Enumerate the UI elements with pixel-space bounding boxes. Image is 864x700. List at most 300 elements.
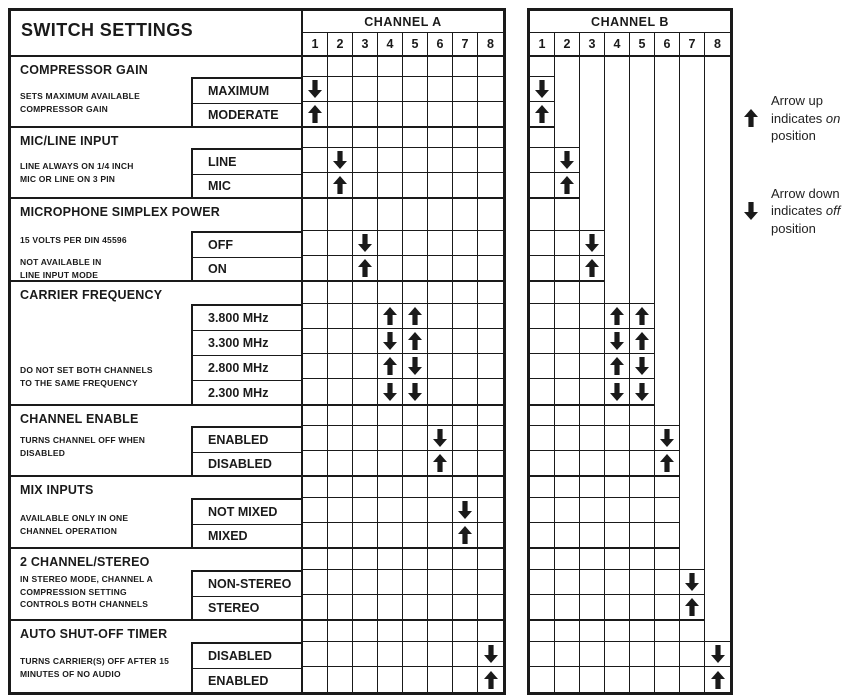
switch-row	[303, 595, 503, 621]
switch-cell	[555, 199, 580, 231]
switch-cell	[453, 102, 478, 128]
switch-cell	[630, 379, 655, 406]
arrow-up-icon	[660, 454, 674, 472]
section-note-line: AVAILABLE ONLY IN ONE	[20, 513, 129, 523]
switch-cell	[403, 477, 428, 498]
section-note-line: COMPRESSION SETTING	[20, 586, 127, 597]
switch-cell	[630, 354, 655, 379]
switch-cell	[655, 406, 680, 426]
switch-cell	[403, 231, 428, 256]
arrow-up-icon	[744, 109, 758, 127]
switch-cell	[605, 173, 630, 199]
switch-cell	[705, 621, 730, 642]
switch-cell	[655, 304, 680, 329]
arrow-down-icon	[484, 645, 498, 663]
switch-row	[303, 304, 503, 329]
switch-cell	[403, 595, 428, 621]
switch-cell	[378, 667, 403, 692]
switch-cell	[353, 498, 378, 523]
switch-cell	[453, 451, 478, 477]
switch-row	[530, 77, 730, 102]
spacer-row	[303, 477, 503, 498]
switch-cell	[403, 77, 428, 102]
switch-cell	[478, 256, 503, 282]
switch-cell	[705, 128, 730, 148]
switch-cell	[680, 354, 705, 379]
switch-cell	[478, 477, 503, 498]
switch-cell	[530, 57, 555, 77]
option-label-stereo: STEREO	[208, 601, 260, 615]
switch-cell	[530, 148, 555, 173]
switch-cell	[378, 426, 403, 451]
switch-cell	[530, 451, 555, 477]
switch-cell	[680, 570, 705, 595]
switch-cell	[705, 426, 730, 451]
arrow-up-icon	[383, 307, 397, 325]
switch-cell	[655, 451, 680, 477]
switch-cell	[428, 477, 453, 498]
spacer-row	[530, 549, 730, 570]
switch-cell	[453, 148, 478, 173]
switch-cell	[428, 354, 453, 379]
switch-cell	[605, 199, 630, 231]
switch-cell	[428, 256, 453, 282]
switch-cell	[353, 642, 378, 667]
switch-cell	[655, 231, 680, 256]
switch-cell	[403, 523, 428, 549]
switch-cell	[680, 379, 705, 406]
switch-cell	[378, 477, 403, 498]
switch-cell	[378, 406, 403, 426]
switch-cell	[555, 282, 580, 304]
switch-row	[303, 379, 503, 406]
switch-cell	[378, 621, 403, 642]
switch-cell	[580, 642, 605, 667]
switch-cell	[605, 426, 630, 451]
switch-cell	[605, 148, 630, 173]
switch-cell	[680, 304, 705, 329]
switch-cell	[328, 595, 353, 621]
switch-cell	[353, 354, 378, 379]
switch-cell	[353, 426, 378, 451]
switch-cell	[605, 256, 630, 282]
switch-cell	[705, 173, 730, 199]
switch-cell	[328, 570, 353, 595]
switch-cell	[303, 379, 328, 406]
switch-cell	[680, 199, 705, 231]
switch-cell	[453, 57, 478, 77]
switch-cell	[453, 570, 478, 595]
switch-cell	[428, 148, 453, 173]
switch-cell	[530, 304, 555, 329]
channel-a-switch-numbers	[303, 33, 503, 57]
spacer-row	[303, 406, 503, 426]
switch-cell	[478, 498, 503, 523]
switch-cell	[555, 523, 580, 549]
switch-cell	[655, 570, 680, 595]
section-note-line: DO NOT SET BOTH CHANNELS	[20, 365, 153, 375]
switch-cell	[328, 549, 353, 570]
switch-cell	[478, 57, 503, 77]
settings-sections	[11, 57, 301, 692]
switch-cell	[605, 282, 630, 304]
switch-cell	[680, 231, 705, 256]
switch-cell	[655, 523, 680, 549]
option-label-on: ON	[208, 262, 227, 276]
switch-cell	[530, 621, 555, 642]
arrow-up-icon	[458, 526, 472, 544]
section-note	[20, 573, 153, 611]
switch-cell	[580, 304, 605, 329]
section-note-line: TURNS CHANNEL OFF WHEN	[20, 435, 146, 445]
switch-cell	[403, 282, 428, 304]
switch-cell	[403, 148, 428, 173]
switch-cell	[580, 128, 605, 148]
spacer-row	[530, 477, 730, 498]
switch-cell	[453, 498, 478, 523]
arrow-up-icon	[433, 454, 447, 472]
switch-cell	[580, 199, 605, 231]
switch-cell	[630, 570, 655, 595]
switch-cell	[680, 282, 705, 304]
switch-cell	[353, 173, 378, 199]
switch-cell	[378, 549, 403, 570]
switch-cell	[530, 329, 555, 354]
switch-cell	[478, 667, 503, 692]
switch-cell	[353, 379, 378, 406]
section-note-line: TO THE SAME FREQUENCY	[20, 377, 138, 388]
switch-cell	[328, 667, 353, 692]
switch-cell	[530, 256, 555, 282]
switch-cell	[303, 173, 328, 199]
spacer-row	[530, 199, 730, 231]
arrow-up-icon	[610, 307, 624, 325]
option-label-3-300-mhz: 3.300 MHz	[193, 331, 301, 356]
switch-cell	[580, 426, 605, 451]
legend-text-down: Arrow down indicates off position	[771, 185, 841, 236]
switch-cell	[303, 128, 328, 148]
section-note-line: CONTROLS BOTH CHANNELS	[20, 599, 149, 609]
switch-row	[303, 354, 503, 379]
section-title: 2 CHANNEL/STEREO	[20, 555, 150, 569]
switch-cell	[478, 451, 503, 477]
arrow-up-icon	[635, 307, 649, 325]
switch-cell	[328, 451, 353, 477]
switch-cell	[403, 304, 428, 329]
switch-cell	[705, 406, 730, 426]
switch-cell	[428, 426, 453, 451]
switch-cell	[630, 173, 655, 199]
switch-cell	[705, 199, 730, 231]
switch-cell	[353, 282, 378, 304]
switch-cell	[403, 329, 428, 354]
switch-cell	[353, 57, 378, 77]
switch-cell	[605, 231, 630, 256]
switch-row	[530, 498, 730, 523]
switch-cell	[303, 77, 328, 102]
switch-cell	[705, 329, 730, 354]
switch-cell	[555, 256, 580, 282]
option-label-box	[191, 77, 301, 126]
switch-cell	[428, 642, 453, 667]
switch-row	[530, 523, 730, 549]
section-note	[20, 364, 153, 389]
switch-cell	[605, 451, 630, 477]
channel-a-switch-grid	[303, 57, 503, 692]
switch-cell	[580, 231, 605, 256]
legend	[744, 92, 863, 237]
section-note	[20, 655, 169, 680]
switch-row	[530, 148, 730, 173]
switch-cell	[428, 231, 453, 256]
switch-cell	[403, 570, 428, 595]
switch-cell	[630, 451, 655, 477]
switch-cell	[530, 102, 555, 128]
arrow-down-icon	[711, 645, 725, 663]
switch-cell	[580, 570, 605, 595]
switch-cell	[630, 77, 655, 102]
switch-column-number: 4	[605, 33, 630, 55]
switch-cell	[605, 329, 630, 354]
arrow-down-icon	[433, 429, 447, 447]
switch-cell	[428, 57, 453, 77]
switch-cell	[555, 667, 580, 692]
arrow-down-icon	[458, 501, 472, 519]
section-note	[20, 512, 128, 537]
option-label-box	[191, 148, 301, 197]
switch-cell	[478, 329, 503, 354]
switch-cell	[680, 148, 705, 173]
switch-cell	[655, 379, 680, 406]
switch-cell	[630, 102, 655, 128]
settings-section	[11, 57, 301, 128]
switch-cell	[403, 354, 428, 379]
switch-cell	[303, 621, 328, 642]
switch-cell	[428, 406, 453, 426]
switch-cell	[580, 173, 605, 199]
switch-cell	[655, 549, 680, 570]
switch-column-number: 8	[714, 37, 721, 51]
switch-cell	[555, 498, 580, 523]
switch-cell	[453, 354, 478, 379]
spacer-row	[530, 282, 730, 304]
switch-cell	[680, 128, 705, 148]
switch-cell	[353, 77, 378, 102]
switch-cell	[555, 231, 580, 256]
switch-column-number: 4	[378, 33, 403, 55]
switch-cell	[630, 128, 655, 148]
option-label-disabled: DISABLED	[208, 457, 272, 471]
switch-cell	[353, 621, 378, 642]
option-label-3-800-mhz: 3.800 MHz	[193, 306, 301, 331]
switch-cell	[403, 173, 428, 199]
switch-cell	[453, 595, 478, 621]
switch-cell	[580, 477, 605, 498]
switch-cell	[453, 621, 478, 642]
switch-cell	[705, 354, 730, 379]
switch-cell	[328, 642, 353, 667]
switch-cell	[478, 304, 503, 329]
switch-cell	[655, 621, 680, 642]
switch-cell	[328, 379, 353, 406]
switch-cell	[353, 595, 378, 621]
switch-cell	[453, 549, 478, 570]
arrow-down-icon	[560, 151, 574, 169]
switch-cell	[680, 451, 705, 477]
switch-cell	[378, 354, 403, 379]
switch-cell	[328, 57, 353, 77]
switch-cell	[478, 231, 503, 256]
section-note-line: 15 VOLTS PER DIN 45596	[20, 235, 127, 245]
arrow-down-icon	[408, 383, 422, 401]
switch-row	[303, 102, 503, 128]
channel-b-grid	[530, 11, 730, 692]
switch-cell	[530, 549, 555, 570]
option-label-not-mixed: NOT MIXED	[193, 500, 301, 525]
switch-cell	[303, 595, 328, 621]
switch-cell	[555, 77, 580, 102]
switch-cell	[453, 426, 478, 451]
switch-cell	[555, 102, 580, 128]
switch-cell	[353, 102, 378, 128]
legend-item-arrow-up	[744, 92, 863, 145]
switch-cell	[705, 77, 730, 102]
switch-cell	[428, 77, 453, 102]
switch-cell	[478, 595, 503, 621]
switch-cell	[705, 57, 730, 77]
switch-cell	[605, 595, 630, 621]
arrow-up-icon	[308, 105, 322, 123]
arrow-down-icon	[585, 234, 599, 252]
settings-section	[11, 199, 301, 282]
switch-cell	[530, 379, 555, 406]
switch-cell	[303, 477, 328, 498]
switch-cell	[478, 102, 503, 128]
switch-cell	[630, 304, 655, 329]
switch-cell	[353, 477, 378, 498]
switch-row	[303, 570, 503, 595]
switch-cell	[403, 667, 428, 692]
switch-cell	[453, 304, 478, 329]
switch-cell	[328, 256, 353, 282]
switch-cell	[378, 570, 403, 595]
switch-cell	[605, 523, 630, 549]
switch-cell	[630, 477, 655, 498]
switch-cell	[555, 451, 580, 477]
switch-cell	[655, 354, 680, 379]
switch-cell	[580, 354, 605, 379]
channel-b-table	[527, 8, 733, 695]
switch-cell	[605, 304, 630, 329]
section-note	[20, 160, 134, 185]
arrow-down-icon	[744, 202, 758, 220]
switch-cell	[680, 77, 705, 102]
switch-row	[530, 256, 730, 282]
switch-column-number: 3	[353, 33, 378, 55]
switch-cell	[453, 523, 478, 549]
switch-row	[530, 329, 730, 354]
switch-cell	[630, 57, 655, 77]
switch-cell	[655, 77, 680, 102]
switch-cell	[705, 595, 730, 621]
switch-cell	[605, 667, 630, 692]
switch-cell	[428, 282, 453, 304]
switch-cell	[478, 621, 503, 642]
settings-section	[11, 549, 301, 621]
spacer-row	[530, 128, 730, 148]
switch-cell	[680, 102, 705, 128]
switch-cell	[478, 282, 503, 304]
switch-cell	[353, 570, 378, 595]
switch-cell	[478, 148, 503, 173]
switch-cell	[378, 523, 403, 549]
spacer-row	[303, 128, 503, 148]
switch-cell	[428, 128, 453, 148]
section-title: COMPRESSOR GAIN	[20, 63, 149, 77]
switch-cell	[353, 256, 378, 282]
switch-cell	[705, 451, 730, 477]
option-label-2-800-mhz: 2.800 MHz	[193, 356, 301, 381]
arrow-down-icon	[660, 429, 674, 447]
section-note-line: LINE ALWAYS ON 1/4 INCH	[20, 161, 134, 171]
arrow-up-icon	[560, 176, 574, 194]
switch-cell	[530, 570, 555, 595]
switch-row	[303, 173, 503, 199]
spacer-row	[530, 406, 730, 426]
switch-cell	[605, 549, 630, 570]
switch-cell	[555, 329, 580, 354]
switch-cell	[680, 549, 705, 570]
switch-cell	[378, 329, 403, 354]
switch-cell	[353, 523, 378, 549]
switch-row	[530, 173, 730, 199]
switch-cell	[680, 498, 705, 523]
switch-cell	[428, 329, 453, 354]
option-label-off: OFF	[193, 233, 301, 258]
switch-cell	[328, 406, 353, 426]
switch-cell	[555, 379, 580, 406]
settings-label-column	[11, 11, 301, 692]
settings-section	[11, 406, 301, 477]
switch-cell	[530, 231, 555, 256]
option-label-disabled: DISABLED	[193, 644, 301, 669]
switch-cell	[303, 498, 328, 523]
switch-row	[530, 379, 730, 406]
switch-column-number: 5	[630, 33, 655, 55]
switch-cell	[530, 642, 555, 667]
switch-cell	[303, 451, 328, 477]
section-note-line: TURNS CARRIER(S) OFF AFTER 15	[20, 656, 170, 666]
switch-cell	[680, 256, 705, 282]
switch-cell	[555, 148, 580, 173]
switch-cell	[555, 354, 580, 379]
switch-cell	[530, 77, 555, 102]
switch-cell	[530, 128, 555, 148]
switch-cell	[605, 128, 630, 148]
switch-cell	[453, 406, 478, 426]
switch-cell	[680, 667, 705, 692]
switch-cell	[680, 642, 705, 667]
switch-column-number: 6	[655, 33, 680, 55]
option-label-box	[191, 304, 301, 404]
switch-cell	[655, 477, 680, 498]
switch-cell	[580, 523, 605, 549]
switch-row	[303, 329, 503, 354]
spacer-row	[303, 282, 503, 304]
switch-cell	[303, 549, 328, 570]
switch-cell	[428, 199, 453, 231]
arrow-down-icon	[383, 332, 397, 350]
